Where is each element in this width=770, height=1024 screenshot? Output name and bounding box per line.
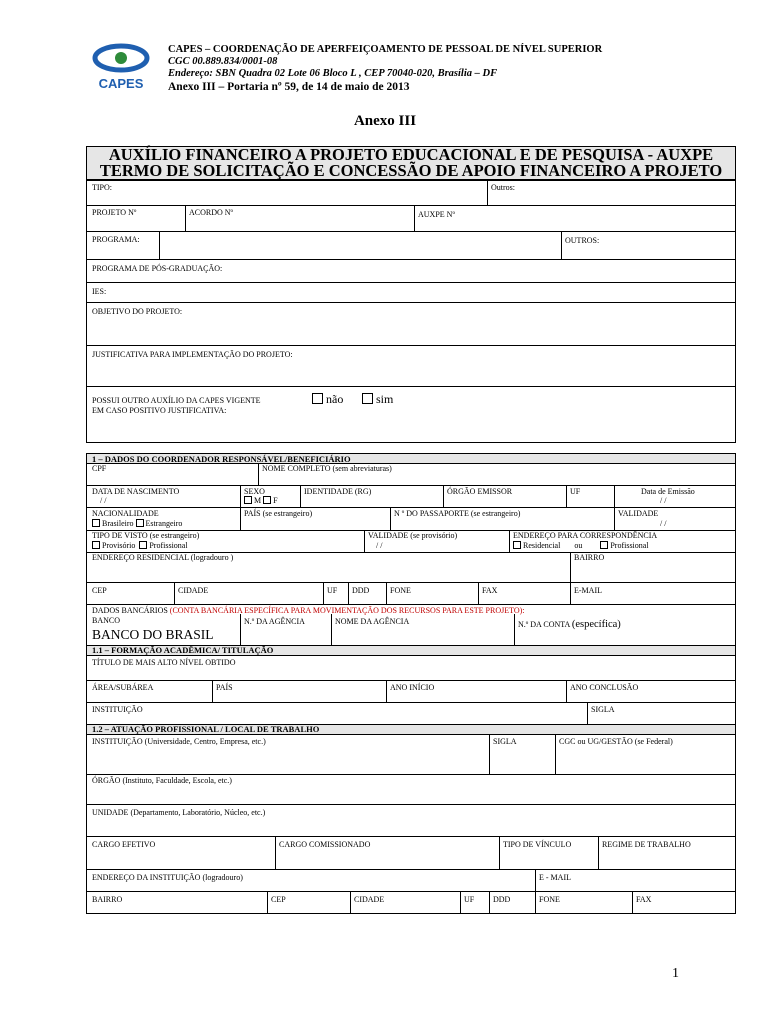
conta-label: [518, 620, 621, 629]
uf-label: UF: [570, 487, 581, 496]
projeto-label: PROJETO Nº: [92, 208, 137, 217]
instituicao12-label: INSTITUIÇÃO (Universidade, Centro, Empresa, etc.): [92, 737, 266, 746]
valprov-label: VALIDADE (se provisório): [368, 531, 458, 540]
form-title-line-2: TERMO DE SOLICITAÇÃO E CONCESSÃO DE APOIO FINANCEIRO A PROJETO: [99, 161, 723, 180]
endereco-label: ENDEREÇO RESIDENCIAL (logradouro ): [92, 553, 234, 562]
brasileiro-label: Brasileiro: [102, 519, 134, 528]
objetivo-label: OBJETIVO DO PROJETO:: [92, 307, 183, 316]
header-line-4: Anexo III – Portaria nº 59, de 14 de maio de 2013: [168, 81, 410, 93]
ddd12-label: DDD: [493, 895, 511, 904]
logo-text: CAPES: [98, 76, 144, 91]
instituicao11-label: INSTITUIÇÃO: [92, 705, 143, 714]
acordo-label: ACORDO Nº: [189, 208, 234, 217]
form-title: [86, 146, 736, 180]
bancarios-note: (CONTA BANCÁRIA ESPECÍFICA PARA MOVIMENTAÇÃO DOS RECURSOS PARA ESTE PROJETO):: [169, 606, 525, 615]
nome-agencia-label: NOME DA AGÊNCIA: [335, 617, 410, 626]
auxpe-label: AUXPE Nº: [418, 210, 455, 219]
section-1-title: 1 – DADOS DO COORDENADOR RESPONSÁVEL/BENEFICIÁRIO: [92, 454, 351, 464]
passaporte-label: N º DO PASSAPORTE (se estrangeiro): [394, 509, 521, 518]
fone12-label: FONE: [539, 895, 560, 904]
f-checkbox[interactable]: [263, 496, 271, 504]
banco-label: BANCO: [92, 616, 121, 625]
email12-label: E - MAIL: [539, 873, 571, 882]
header-line-3: Endereço: SBN Quadra 02 Lote 06 Bloco L , CEP 70040-020, Brasília – DF: [168, 68, 498, 79]
email-label: E-MAIL: [574, 586, 602, 595]
regime-label: REGIME DE TRABALHO: [602, 840, 691, 849]
ou-label: ou: [574, 541, 583, 550]
caso-label: EM CASO POSITIVO JUSTIFICATIVA:: [92, 406, 227, 415]
banco-value: BANCO DO BRASIL: [92, 627, 214, 642]
outros2-label: OUTROS:: [565, 236, 600, 245]
nasc-value: / /: [100, 496, 107, 505]
orgao12-label: ÓRGÃO (Instituto, Faculdade, Escola, etc.): [92, 776, 232, 785]
profissional2-label: Profissional: [610, 541, 649, 550]
sexo-label: SEXO: [244, 487, 265, 496]
efetivo-label: CARGO EFETIVO: [92, 840, 156, 849]
bancarios-text: DADOS BANCÁRIOS: [92, 606, 170, 615]
bancarios-label: [92, 606, 525, 615]
sim-checkbox[interactable]: [362, 393, 373, 404]
comissionado-label: CARGO COMISSIONADO: [279, 840, 371, 849]
validade-label: VALIDADE: [618, 509, 659, 518]
nao-label: não: [326, 392, 344, 406]
profissional-checkbox[interactable]: [139, 541, 147, 549]
nasc-label: DATA DE NASCIMENTO: [92, 487, 180, 496]
possui-label: POSSUI OUTRO AUXÍLIO DA CAPES VIGENTE: [92, 396, 261, 405]
outros-label: Outros:: [491, 183, 515, 192]
cpf-label: CPF: [92, 464, 107, 473]
fax12-label: FAX: [636, 895, 652, 904]
sigla11-label: SIGLA: [591, 705, 615, 714]
identidade-label: IDENTIDADE (RG): [304, 487, 372, 496]
uf2-label: UF: [327, 586, 338, 595]
header-line-1: CAPES – COORDENAÇÃO DE APERFEIÇOAMENTO DE PESSOAL DE NÍVEL SUPERIOR: [168, 44, 603, 55]
pais11-label: PAÍS: [216, 683, 233, 692]
bairro12-label: BAIRRO: [92, 895, 123, 904]
section-11-title: 1.1 – FORMAÇÃO ACADÊMICA/ TITULAÇÃO: [92, 645, 274, 655]
residencial-label: Residencial: [523, 541, 561, 550]
pais-label: PAÍS (se estrangeiro): [244, 509, 313, 518]
capes-logo: [86, 40, 156, 92]
fone-label: FONE: [390, 586, 411, 595]
profissional2-checkbox[interactable]: [600, 541, 608, 549]
sexo-options[interactable]: [244, 496, 278, 505]
nao-option[interactable]: [312, 392, 343, 407]
validade-value: / /: [660, 519, 667, 528]
annex-title: Anexo III: [353, 113, 417, 129]
pos-label: PROGRAMA DE PÓS-GRADUAÇÃO:: [92, 264, 223, 273]
sim-label: sim: [376, 392, 394, 406]
sigla12-label: SIGLA: [493, 737, 517, 746]
ies-label: IES:: [92, 287, 107, 296]
fax-label: FAX: [482, 586, 498, 595]
ddd-label: DDD: [352, 586, 370, 595]
visto-options[interactable]: [92, 541, 188, 550]
nacionalidade-options[interactable]: [92, 519, 182, 528]
cidade12-label: CIDADE: [354, 895, 385, 904]
bairro-label: BAIRRO: [574, 553, 605, 562]
cidade-label: CIDADE: [178, 586, 209, 595]
conta-esp-text: (específica): [571, 619, 621, 630]
nacionalidade-label: NACIONALIDADE: [92, 509, 159, 518]
agencia-label: N.º DA AGÊNCIA: [244, 617, 305, 626]
page-number: 1: [672, 966, 679, 981]
header-line-2: CGC 00.889.834/0001-08: [168, 56, 278, 67]
emissao-label: Data de Emissão: [641, 487, 695, 496]
nome-label: NOME COMPLETO (sem abreviaturas): [262, 464, 392, 473]
estrangeiro-label: Estrangeiro: [145, 519, 183, 528]
programa-label: PROGRAMA:: [92, 235, 140, 244]
nao-checkbox[interactable]: [312, 393, 323, 404]
justificativa-label: JUSTIFICATIVA PARA IMPLEMENTAÇÃO DO PROJETO:: [92, 350, 293, 359]
cep-label: CEP: [92, 586, 107, 595]
f-label: F: [273, 496, 278, 505]
conta-text: N.º DA CONTA: [518, 620, 572, 629]
sim-option[interactable]: [362, 392, 393, 407]
profissional-label: Profissional: [149, 541, 188, 550]
titulo-label: TÍTULO DE MAIS ALTO NÍVEL OBTIDO: [92, 658, 236, 667]
corresp-label: ENDEREÇO PARA CORRESPONDÊNCIA: [513, 531, 658, 540]
m-label: M: [254, 496, 262, 505]
brasileiro-checkbox[interactable]: [92, 519, 100, 527]
provisorio-label: Provisório: [102, 541, 136, 550]
orgao-label: ÓRGÃO EMISSOR: [447, 487, 513, 496]
vinculo-label: TIPO DE VÍNCULO: [503, 840, 572, 849]
residencial-checkbox[interactable]: [513, 541, 521, 549]
inicio-label: ANO INÍCIO: [390, 683, 435, 692]
emissao-value: / /: [660, 496, 667, 505]
section-12-title: 1.2 – ATUAÇÃO PROFISSIONAL / LOCAL DE TRABALHO: [92, 724, 320, 734]
cgc-label: CGC ou UG/GESTÃO (se Federal): [559, 737, 673, 746]
provisorio-checkbox[interactable]: [92, 541, 100, 549]
visto-label: TIPO DE VISTO (se estrangeiro): [92, 531, 200, 540]
conclusao-label: ANO CONCLUSÃO: [570, 683, 639, 692]
estrangeiro-checkbox[interactable]: [136, 519, 144, 527]
corresp-options[interactable]: [513, 541, 649, 550]
unidade-label: UNIDADE (Departamento, Laboratório, Núcleo, etc.): [92, 808, 266, 817]
form-title-line-1: AUXÍLIO FINANCEIRO A PROJETO EDUCACIONAL E DE PESQUISA - AUXPE: [108, 145, 714, 164]
tipo-label: TIPO:: [92, 183, 112, 192]
uf12-label: UF: [464, 895, 475, 904]
valprov-value: / /: [376, 541, 383, 550]
m-checkbox[interactable]: [244, 496, 252, 504]
area-label: ÁREA/SUBÁREA: [92, 683, 154, 692]
cep12-label: CEP: [271, 895, 286, 904]
endereco12-label: ENDEREÇO DA INSTITUIÇÃO (logradouro): [92, 873, 243, 882]
